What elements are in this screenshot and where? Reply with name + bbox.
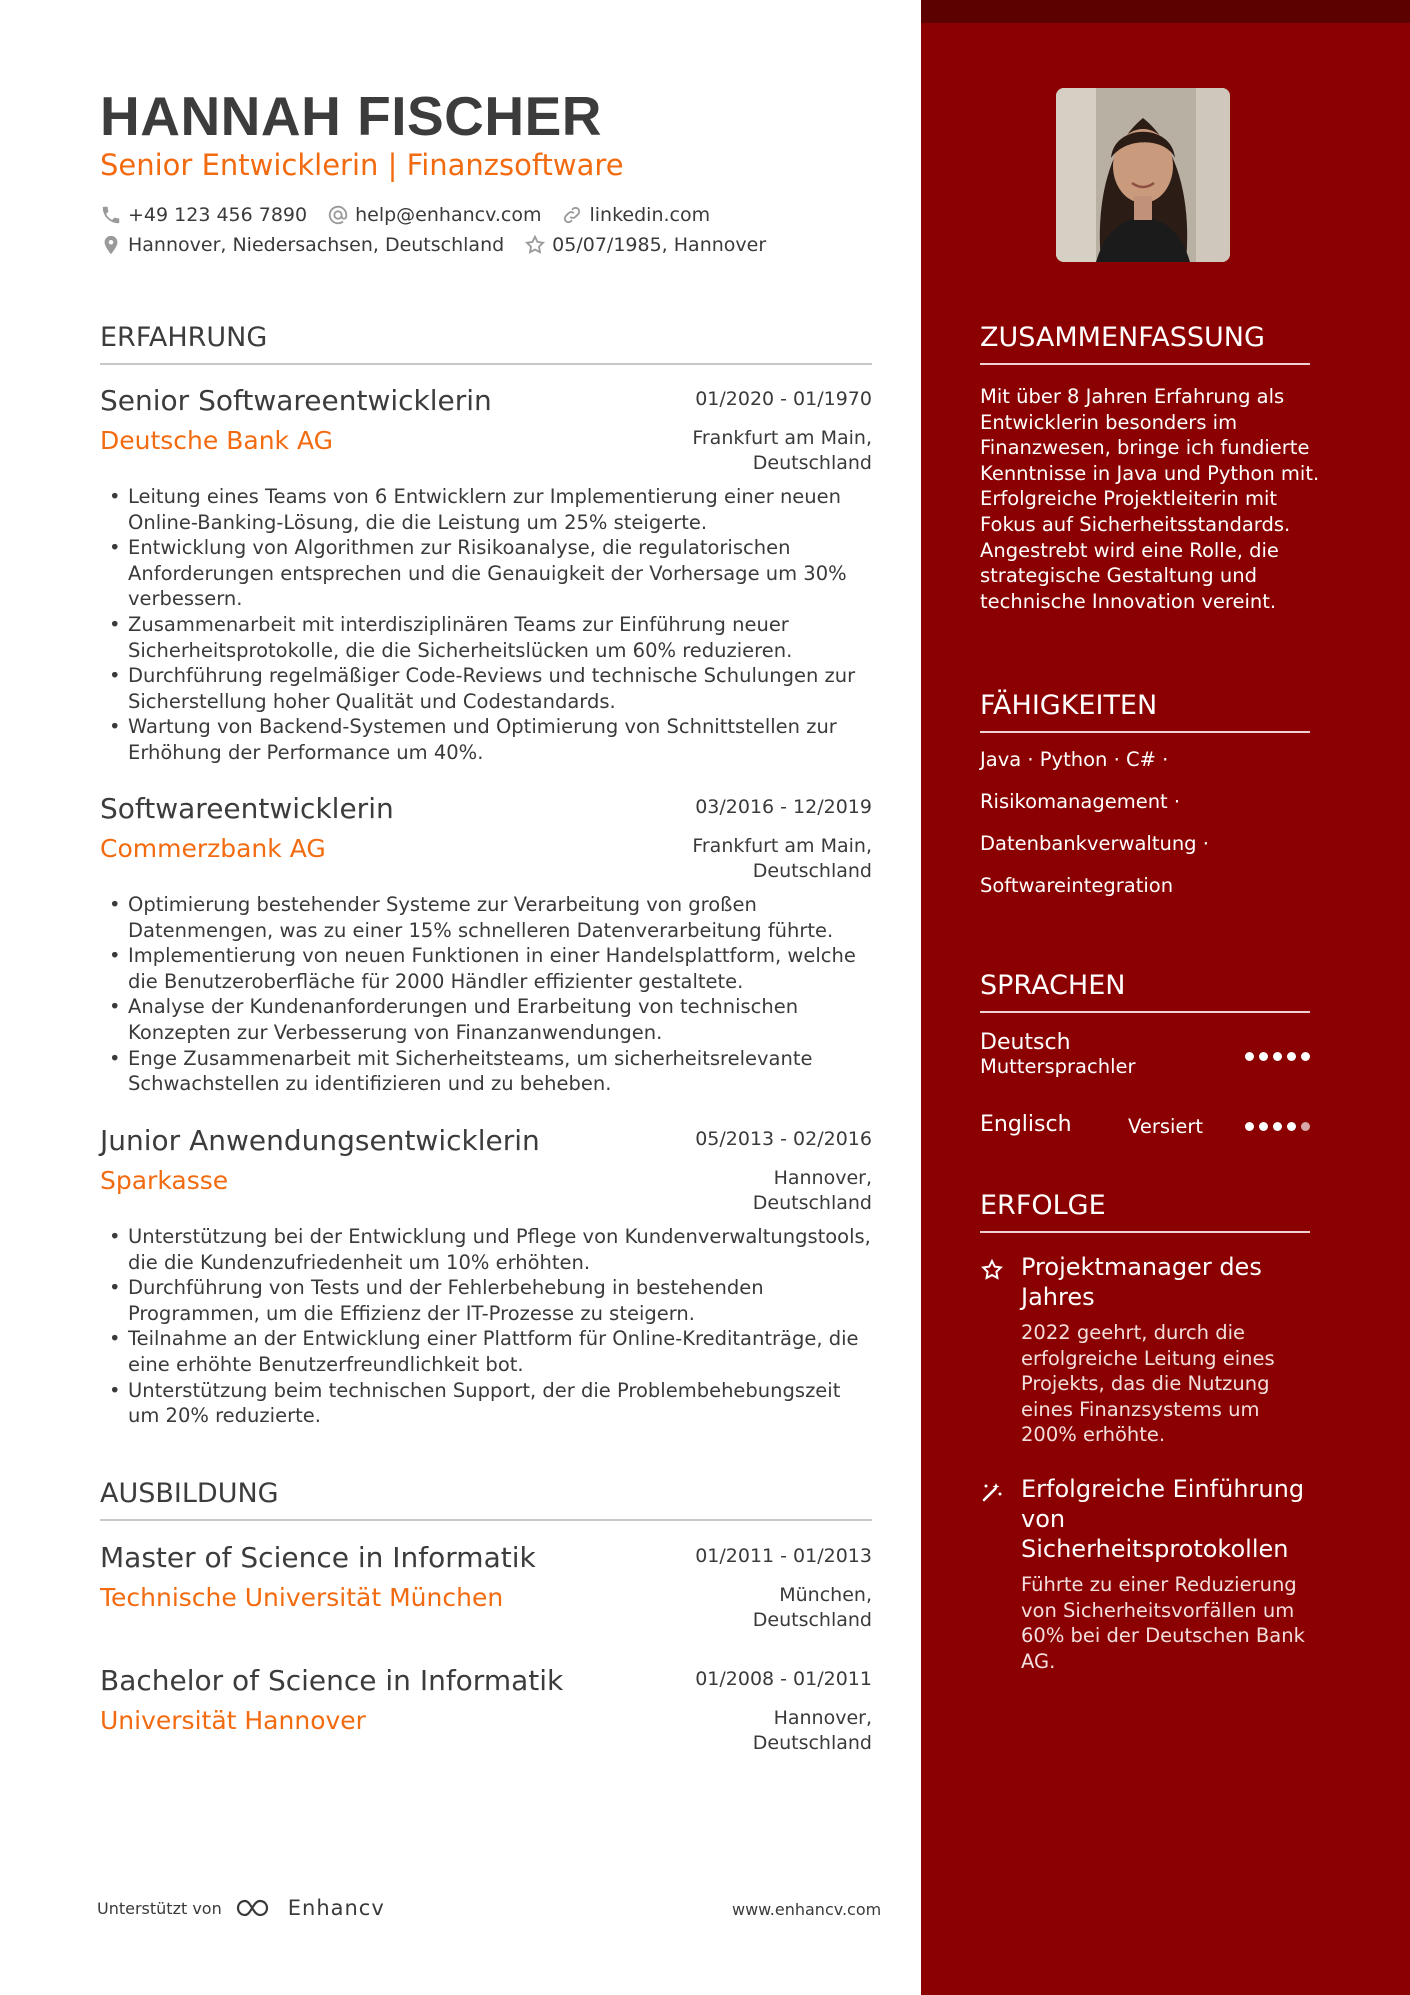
rating-dot-filled: [1259, 1052, 1268, 1061]
skill-line: Risikomanagement ·: [980, 790, 1181, 813]
experience-section-title: ERFAHRUNG: [100, 322, 872, 365]
rating-dot-filled: [1259, 1122, 1268, 1131]
language-level: Versiert: [1128, 1115, 1204, 1138]
job-entry: [100, 384, 872, 764]
achievement-title: Projektmanager des Jahres: [1021, 1253, 1262, 1311]
language-level: Muttersprachler: [980, 1055, 1136, 1078]
bullet-item: • Teilnahme an der Entwicklung einer Plattform für Online-Kreditanträge, die eine erhöhte Benutzerfreundlichkeit bot.: [100, 1326, 872, 1377]
star-icon: [524, 234, 546, 256]
job-date: 05/2013 - 02/2016: [695, 1128, 872, 1150]
job-entry: [100, 1124, 872, 1428]
enhancv-brand: Enhancv: [287, 1896, 385, 1920]
skill-line: Datenbankverwaltung ·: [980, 832, 1209, 855]
job-location-line: Frankfurt am Main,: [692, 427, 872, 449]
powered-by-text: Unterstützt von: [97, 1898, 222, 1918]
linkedin-text: linkedin.com: [589, 204, 711, 226]
rating-dot-filled: [1273, 1052, 1282, 1061]
school-location-line: Deutschland: [752, 1609, 872, 1631]
degree-title: Bachelor of Science in Informatik: [100, 1664, 564, 1697]
achievements-section-title: ERFOLGE: [980, 1190, 1310, 1233]
profile-photo: [1056, 88, 1230, 262]
job-bullets: [100, 484, 872, 766]
contact-phone: [100, 204, 307, 226]
achievement-description: 2022 geehrt, durch die erfolgreiche Leitung eines Projekts, das die Nutzung eines Finanzsystems um 200% erhöhte.: [1021, 1321, 1275, 1447]
summary-text: Mit über 8 Jahren Erfahrung als Entwicklerin besonders im Finanzwesen, bringe ich fundierte Kenntnisse in Java und Python mit. Erfolgreiche Projektleiterin mit Fokus auf Sicherheitsstandards. Angestrebt wird eine Rolle, die strategische Gestaltung und technische Innovation vereint.: [980, 385, 1320, 613]
bullet-item: • Unterstützung beim technischen Support, der die Problembehebungszeit um 20% reduzierte.: [100, 1378, 872, 1429]
job-company: Deutsche Bank AG: [100, 426, 333, 455]
language-name: Englisch: [980, 1112, 1072, 1137]
language-item: [980, 1030, 1310, 1086]
star-icon: [980, 1258, 1004, 1282]
degree-title: Master of Science in Informatik: [100, 1541, 536, 1574]
rating-dot-filled: [1245, 1122, 1254, 1131]
education-entry: [100, 1541, 872, 1631]
bullet-item: • Implementierung von neuen Funktionen in einer Handelsplattform, welche die Benutzeroberfläche für 2000 Händler effizienter gestaltete.: [100, 943, 872, 994]
school-name: Technische Universität München: [100, 1583, 504, 1612]
job-bullets: [100, 1224, 872, 1429]
contact-row-2: [100, 234, 786, 256]
bullet-item: • Leitung eines Teams von 6 Entwicklern zur Implementierung einer neuen Online-Banking-Lösung, die die Leistung um 25% steigerte.: [100, 484, 872, 535]
school-location-line: Hannover,: [773, 1707, 872, 1729]
bullet-item: • Wartung von Backend-Systemen und Optimierung von Schnittstellen zur Erhöhung der Performance um 40%.: [100, 714, 872, 765]
rating-dot-filled: [1273, 1122, 1282, 1131]
link-icon: [561, 204, 583, 226]
job-company: Commerzbank AG: [100, 834, 326, 863]
job-location-line: Hannover,: [773, 1167, 872, 1189]
school-location: [753, 1706, 872, 1756]
job-bullets: [100, 892, 872, 1097]
language-rating: [1240, 1052, 1310, 1061]
rating-dot-filled: [1245, 1052, 1254, 1061]
bullet-item: • Enge Zusammenarbeit mit Sicherheitsteams, um sicherheitsrelevante Schwachstellen zu identifizieren und zu beheben.: [100, 1046, 872, 1097]
job-location: [753, 1166, 872, 1216]
skills-list: [980, 748, 1310, 916]
location-pin-icon: [100, 234, 122, 256]
enhancv-logo-icon: [234, 1896, 280, 1920]
profile-photo-image: [1056, 88, 1230, 262]
bullet-item: • Optimierung bestehender Systeme zur Verarbeitung von großen Datenmengen, was zu einer 15% schnelleren Datenverarbeitung führte.: [100, 892, 872, 943]
bullet-item: • Entwicklung von Algorithmen zur Risikoanalyse, die regulatorischen Anforderungen entsprechen und die Genauigkeit der Vorhersage um 30% verbessern.: [100, 535, 872, 612]
phone-text: +49 123 456 7890: [128, 204, 308, 226]
at-icon: [327, 204, 349, 226]
job-date: 03/2016 - 12/2019: [695, 796, 872, 818]
education-date: 01/2011 - 01/2013: [695, 1545, 872, 1567]
contact-email[interactable]: [327, 204, 541, 226]
school-location: [753, 1583, 872, 1633]
education-date: 01/2008 - 01/2011: [695, 1668, 872, 1690]
footer-url[interactable]: www.enhancv.com: [732, 1900, 882, 1919]
birth-text: 05/07/1985, Hannover: [552, 234, 767, 256]
school-name: Universität Hannover: [100, 1706, 366, 1735]
job-company: Sparkasse: [100, 1166, 229, 1195]
language-item: [980, 1112, 1310, 1144]
email-text: help@enhancv.com: [355, 204, 542, 226]
job-title: Softwareentwicklerin: [100, 792, 394, 825]
achievement-description: Führte zu einer Reduzierung von Sicherheitsvorfällen um 60% bei der Deutschen Bank AG.: [1021, 1573, 1305, 1673]
job-title: Junior Anwendungsentwicklerin: [100, 1124, 540, 1157]
achievement-item: [980, 1474, 1320, 1694]
skill-line: Java · Python · C# ·: [980, 748, 1169, 771]
rating-dot-filled: [1287, 1052, 1296, 1061]
job-location: [692, 426, 872, 476]
skills-section-title: FÄHIGKEITEN: [980, 690, 1310, 733]
job-entry: [100, 792, 872, 1096]
rating-dot-empty: [1301, 1122, 1310, 1131]
contact-row-1: [100, 204, 730, 226]
sidebar: [921, 0, 1410, 1995]
languages-section-title: SPRACHEN: [980, 970, 1310, 1013]
job-location-line: Frankfurt am Main,: [692, 835, 872, 857]
magic-wand-icon: [980, 1480, 1004, 1504]
job-location-line: Deutschland: [752, 860, 872, 882]
job-location-line: Deutschland: [752, 1192, 872, 1214]
language-name: Deutsch: [980, 1030, 1071, 1055]
contact-linkedin[interactable]: [561, 204, 710, 226]
bullet-item: • Zusammenarbeit mit interdisziplinären Teams zur Einführung neuer Sicherheitsprotokolle, die die Sicherheitslücken um 60% reduzieren.: [100, 612, 872, 663]
footer-powered-by: [97, 1896, 385, 1920]
sidebar-top-bar: [921, 0, 1410, 23]
achievement-item: [980, 1252, 1320, 1452]
job-location: [692, 834, 872, 884]
school-location-line: München,: [779, 1584, 872, 1606]
bullet-item: • Analyse der Kundenanforderungen und Erarbeitung von technischen Konzepten zur Verbesserung von Finanzanwendungen.: [100, 994, 872, 1045]
job-date: 01/2020 - 01/1970: [695, 388, 872, 410]
language-rating: [1240, 1122, 1310, 1131]
contact-birth: [524, 234, 766, 256]
contact-location: [100, 234, 504, 256]
rating-dot-filled: [1301, 1052, 1310, 1061]
rating-dot-filled: [1287, 1122, 1296, 1131]
job-title: Senior Softwareentwicklerin: [100, 384, 492, 417]
bullet-item: • Unterstützung bei der Entwicklung und Pflege von Kundenverwaltungstools, die die Kundenzufriedenheit um 10% erhöhten.: [100, 1224, 872, 1275]
candidate-title: Senior Entwicklerin | Finanzsoftware: [100, 148, 624, 182]
location-text: Hannover, Niedersachsen, Deutschland: [128, 234, 505, 256]
candidate-name: HANNAH FISCHER: [100, 85, 602, 147]
phone-icon: [100, 204, 122, 226]
bullet-item: • Durchführung regelmäßiger Code-Reviews und technische Schulungen zur Sicherstellung hoher Qualität und Codestandards.: [100, 663, 872, 714]
school-location-line: Deutschland: [752, 1732, 872, 1754]
skill-line: Softwareintegration: [980, 874, 1174, 897]
summary-section-title: ZUSAMMENFASSUNG: [980, 322, 1310, 365]
bullet-item: • Durchführung von Tests und der Fehlerbehebung in bestehenden Programmen, um die Effizienz der IT-Prozesse zu steigern.: [100, 1275, 872, 1326]
job-location-line: Deutschland: [752, 452, 872, 474]
education-section-title: AUSBILDUNG: [100, 1478, 872, 1521]
achievement-title: Erfolgreiche Einführung von Sicherheitsprotokollen: [1021, 1475, 1305, 1563]
education-entry: [100, 1664, 872, 1754]
